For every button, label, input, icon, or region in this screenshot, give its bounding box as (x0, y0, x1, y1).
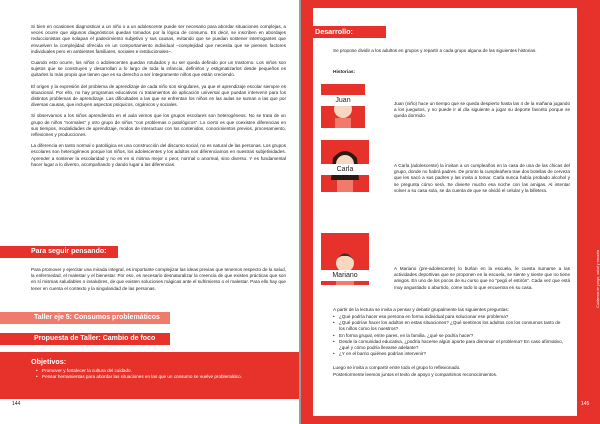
closing-text-2: Posteriormente leemos juntos el texto de apoyo y compartimos reconocimientos. (333, 372, 498, 377)
boy-avatar-icon (321, 84, 365, 128)
list-item: • ¿Y en el barrio quiénes podrían intervenir? (333, 351, 565, 357)
paragraph: Para promover y ejercitar una mirada integral, es importante complejizar las ideas previas que tenemos respecto de la salud, la enfermedad, el malestar y el bienestar. Por eso, es necesario desnaturalizar la creencia de que existen prácticas que son en sí mismas saludables o insalubres, de que existen soluciones mágicas ante el sufrimiento o el malestar. Para ello hay que tener en cuenta el contexto y la singularidad de las personas. (31, 267, 286, 291)
list-item: • Pensar herramientas para abordar las situaciones en las que un consumo se vuelve problemático. (36, 374, 266, 380)
propuesta-bar (0, 333, 170, 345)
list-item: • Promover y fortalecer la cultura del cuidado. (36, 368, 266, 374)
objetivos-list (36, 368, 266, 380)
questions-intro: A partir de la lectura se invita a pensar y debatir grupalmente las siguientes preguntas: (333, 307, 509, 312)
list-item: • Desde la comunidad educativa, ¿podría hacerse algún aporte para disminuir el problema? En caso afirmativo, ¿qué y cómo podría llevarse adelante? (333, 339, 565, 351)
page-number: 145 (581, 401, 590, 407)
story-name-juan: Juan (321, 95, 365, 106)
story-text-juan: Juan (niño) hace un tiempo que se queda despierto hasta las 4 de la mañana jugando a los jueguitos, y no puede ir al día siguiente a jugar su deporte favorito porque se queda dormido. (394, 101, 570, 119)
section-header-para-seguir (0, 246, 118, 258)
paragraph: Si observamos a los niños aprendiendo en el aula vemos que los grupos escolares son heterogéneos. No se trata de un grupo de niños "normales" y otro grupo de niños "con problemas o patológicos". Lo cierto es que coexisten diferencias en sus tiempos, modalidades de aprendizaje, modos de interactuar con los contenidos, conocimientos previos, procesamiento, reflexiones y producciones. (31, 113, 286, 138)
desarrollo-header (311, 26, 386, 38)
section-title: Para seguir pensando: (31, 248, 107, 255)
left-page (0, 0, 299, 424)
taller-eje-title: Taller eje 5: Consumos problemáticos (34, 314, 160, 321)
list-item: • ¿Qué podrían hacer los adultos en estas situaciones? ¿Qué sentimos los adultos con los consumos tanto de los niños como los nuestros? (333, 320, 565, 332)
taller-eje-bar (0, 312, 170, 324)
story-name-carla: Carla (321, 164, 369, 175)
story-name-mariano: Mariano (321, 270, 369, 281)
list-item: • ¿Qué podría hacer esa persona en forma individual para solucionar ese problema? (333, 314, 565, 320)
propuesta-title: Propuesta de Taller: Cambio de foco (34, 335, 156, 342)
historias-label: Historias: (333, 70, 356, 75)
vertical-series-label: Cuidamos en juego, salud y escuela (596, 250, 600, 308)
paragraph: Si bien en ocasiones diagnosticar a un niño o a un adolescente puede ser necesario para abordar situaciones complejas, a veces ocurre que algunos diagnósticos quedan tomados por la lógica de consumo. Es decir, se inscriben en abordajes reduccionistas que solapan el padecimiento subjetivo y sus causas, evitando que se puedan sostener interrogantes que envuelven la complejidad ofrecida en un comportamiento individual –complejidad que necesita que se piensen factores individuales pero en ambientes familiares, sociales e institucionales–. (31, 24, 286, 54)
objetivos-title: Objetivos: (31, 357, 67, 366)
page-number: 144 (12, 401, 21, 407)
story-text-carla: A Carla (adolescente) la invitan a un cumpleaños en la casa de una de las chicas del grupo, donde no habrá padres. De pronto la cumpleañera trae dos botellas de cerveza que les sacó a sus padres y las invita a tomar. Carla nunca había probado alcohol y se pregunta cómo será. Se divierte mucho esa noche con las amigas. Al intentar volver a su casa sola, se da cuenta de que se olvidó el celular y la billetera. (394, 163, 570, 193)
body-text (31, 24, 286, 173)
right-page (301, 0, 600, 424)
objetivos-box (0, 352, 299, 399)
para-seguir-text-block (31, 267, 286, 297)
paragraph: La diferencia en tanto normal o patológica es una construcción del discurso social, no es natural de las personas. Los grupos escolares son heterogéneos porque los niños, los adolescentes y los adultos nos diferenciamos en nuestras subjetividades. Aprender a sostener la escolaridad y no es en si misma mejor o peor, normal o anormal, sino diverso. Y es fundamental hacer lugar a lo diverso, acompañando y dando lugar a las diferencias. (31, 143, 286, 167)
story-text-mariano: A Mariano (pre-adolescente) lo burlan en la escuela, le cuesta sumarse a las actividades deportivas que se proponen en la escuela, se siente y siente que no tiene amigos. En uno de los pocos de su curso que no "pegó el estirón". Cada vez que está muy angustiado o aburrido, come todo lo que encuentra en su casa. (394, 266, 570, 290)
closing-text-1: Luego se invita a compartir entre todo el grupo lo reflexionado. (333, 365, 461, 370)
list-item: • En forma grupal, entre pares, en la familia, ¿qué se podría hacer? (333, 333, 565, 339)
paragraph: El origen y la expresión del problema de aprendizaje de cada niño son singulares, ya que el aprendizaje escolar siempre es situacional. Por ello, no hay programas educativos ni tratamientos de aplicación universal que puedan intervenir para los distintos problemas de aprendizaje. Las dificultades a las que se enfrentan los niños en las aulas se suman a las que por diversas causas, que incluyen aspectos psíquicos, orgánicos y sociales. (31, 83, 286, 108)
desarrollo-title: Desarrollo: (315, 27, 353, 36)
paragraph: Cuando esto ocurre, los niños o adolescentes quedan rotulados y su ser queda definido por un trastorno. Los niños son sujetos que se construyen y desarrollan a lo largo de toda la infancia, definirlos y estigmatizarlos desde pequeños es quitarles lo más propio que tienen que es su derecho a ser íntegramente niños que están creciendo. (31, 60, 286, 78)
questions-list (333, 314, 565, 357)
intro-text: Se propone dividir a los adultos en grupos y repartir a cada grupo alguna de las siguientes historias. (333, 48, 537, 53)
